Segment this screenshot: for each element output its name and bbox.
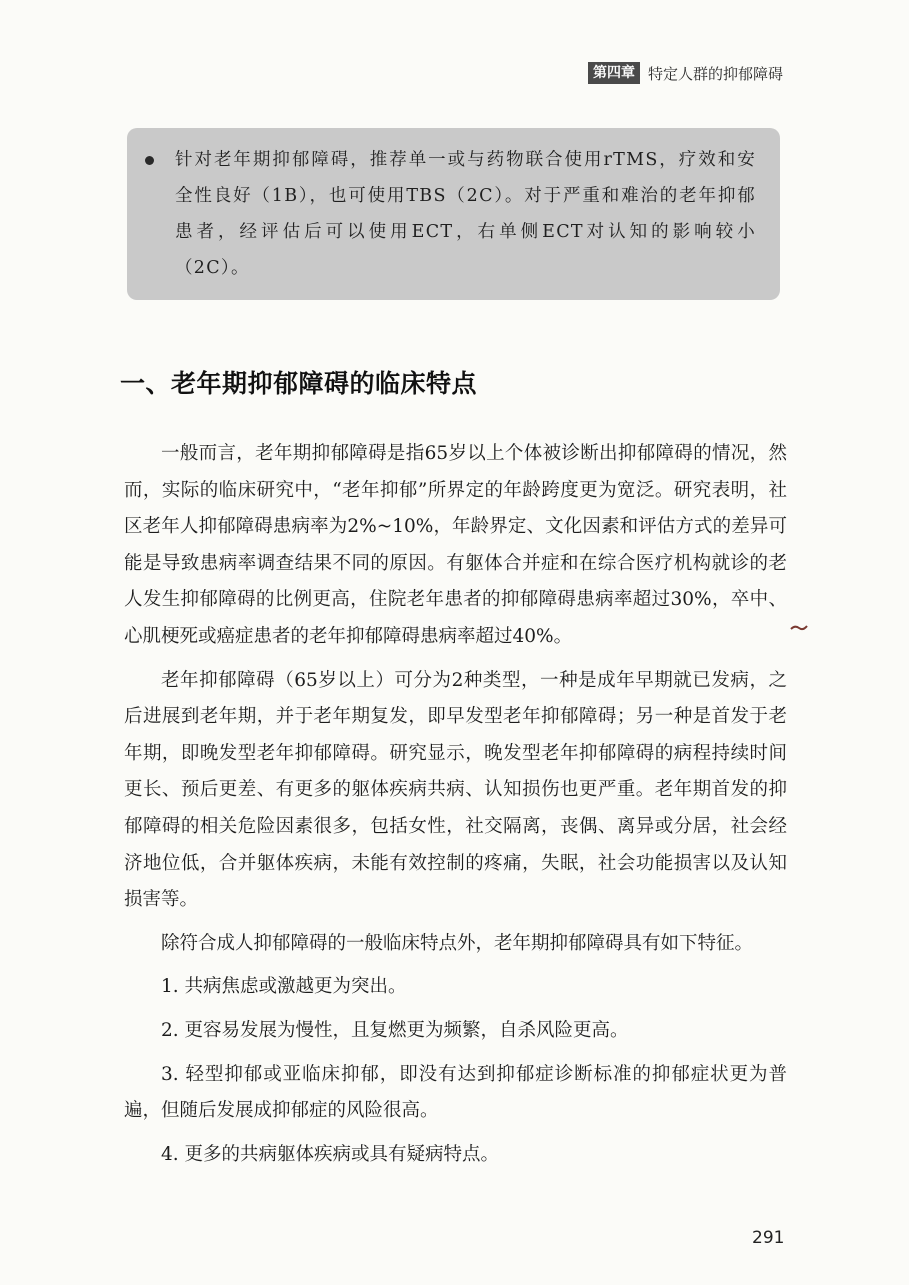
list-item: 4. 更多的共病躯体疾病或具有疑病特点。 — [161, 1143, 500, 1165]
recommendation-text: 针对老年期抑郁障碍，推荐单一或与药物联合使用rTMS，疗效和安全性良好（1B），也可使用TBS（2C）。对于严重和难治的老年抑郁患者，经评估后可以使用ECT，右单侧ECT对认知的影响较小（2C）。 — [175, 150, 756, 278]
paragraph: 除符合成人抑郁障碍的一般临床特点外，老年期抑郁障碍具有如下特征。 — [161, 932, 754, 954]
paragraph: 老年抑郁障碍（65岁以上）可分为2种类型，一种是成年早期就已发病，之后进展到老年期，并于老年期复发，即早发型老年抑郁障碍；另一种是首发于老年期，即晚发型老年抑郁障碍。研究显示，晚发型老年抑郁障碍的病程持续时间更长、预后更差、有更多的躯体疾病共病、认知损伤也更严重。老年期首发的抑郁障碍的相关危险因素很多，包括女性，社交隔离，丧偶、离异或分居，社会经济地位低，合并躯体疾病，未能有效控制的疼痛，失眠，社会功能损害以及认知损害等。 — [124, 669, 787, 911]
body-text — [124, 436, 787, 1180]
section-heading: 一、老年期抑郁障碍的临床特点 — [120, 369, 478, 398]
list-item: 2. 更容易发展为慢性，且复燃更为频繁，自杀风险更高。 — [161, 1019, 629, 1041]
bullet-icon — [145, 156, 154, 165]
paragraph: 一般而言，老年期抑郁障碍是指65岁以上个体被诊断出抑郁障碍的情况，然而，实际的临床研究中，“老年抑郁”所界定的年龄跨度更为宽泛。研究表明，社区老年人抑郁障碍患病率为2%~10%，年龄界定、文化因素和评估方式的差异可能是导致患病率调查结果不同的原因。有躯体合并症和在综合医疗机构就诊的老人发生抑郁障碍的比例更高，住院老年患者的抑郁障碍患病率超过30%，卒中、心肌梗死或癌症患者的老年抑郁障碍患病率超过40%。 — [124, 443, 787, 647]
chapter-title: 特定人群的抑郁障碍 — [648, 64, 784, 83]
chapter-label: 第四章 — [588, 62, 640, 84]
list-item: 1. 共病焦虑或激越更为突出。 — [161, 976, 407, 998]
page-number: 291 — [752, 1228, 785, 1248]
ink-smudge-icon — [790, 624, 808, 632]
running-header — [588, 60, 838, 86]
recommendation-box — [127, 128, 780, 300]
list-item: 3. 轻型抑郁或亚临床抑郁，即没有达到抑郁症诊断标准的抑郁症状更为普遍，但随后发展成抑郁症的风险很高。 — [124, 1063, 787, 1122]
